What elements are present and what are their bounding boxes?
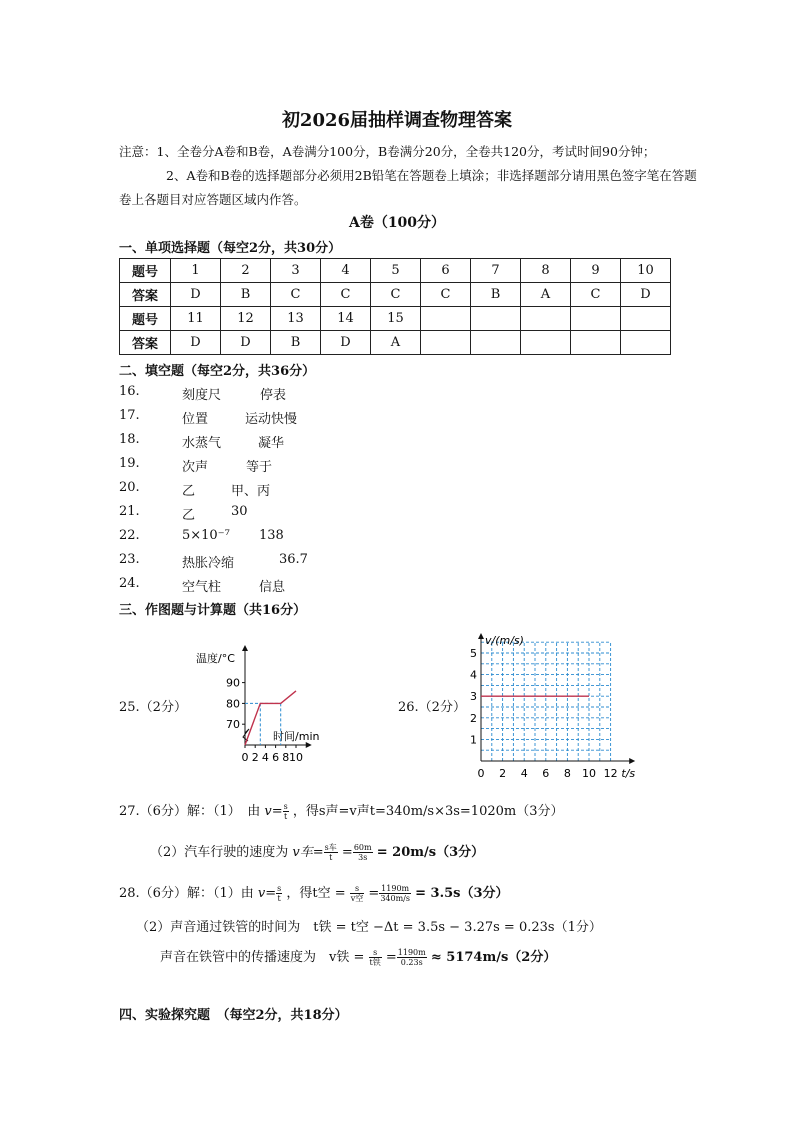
item-number: 24. <box>119 576 140 591</box>
y-tick-label: 4 <box>470 668 477 682</box>
answer-a: 热胀冷缩 <box>182 556 235 571</box>
fraction <box>324 843 338 862</box>
answer-a: 水蒸气 <box>182 436 222 451</box>
numerator: 60m <box>353 843 372 852</box>
table-cell <box>521 331 571 355</box>
table-cell: 12 <box>221 307 271 331</box>
table-cell: B <box>271 331 321 355</box>
row-header-ans: 答案 <box>120 331 171 355</box>
note-line-1: 注意：1、全卷分A卷和B卷，A卷满分100分，B卷满分20分，全卷共120分，考试时间90分钟； <box>119 144 656 159</box>
x-tick-label: 4 <box>520 767 528 780</box>
fraction <box>369 948 382 967</box>
denominator: 3s <box>358 853 368 862</box>
item-number: 18. <box>119 432 140 447</box>
x-tick-label: 10 <box>289 751 303 764</box>
answer-b: 停表 <box>260 388 287 403</box>
numerator: s <box>277 884 282 893</box>
formula-v: v= <box>264 804 283 819</box>
table-cell <box>571 307 621 331</box>
y-tick-label: 90 <box>226 676 240 690</box>
table-row <box>120 259 671 283</box>
fraction <box>350 884 365 903</box>
section-4-title: 四、实验探究题 （每空2分，共18分） <box>119 1008 348 1023</box>
table-cell: C <box>571 283 621 307</box>
answer-b: 信息 <box>259 580 286 595</box>
numerator: 1190m <box>381 884 410 893</box>
table-cell: 2 <box>221 259 271 283</box>
table-cell: 5 <box>371 259 421 283</box>
item-number: 17. <box>119 408 140 423</box>
table-cell: D <box>621 283 671 307</box>
table-cell <box>521 307 571 331</box>
fraction <box>397 948 427 967</box>
q27-text-post: ，得s声=v声t=340m/s×3s=1020m（3分） <box>292 804 564 819</box>
item-number: 20. <box>119 480 140 495</box>
table-cell: D <box>221 331 271 355</box>
answer-a: 位置 <box>182 412 209 427</box>
y-tick-label: 3 <box>470 690 477 704</box>
answer-b: 凝华 <box>258 436 285 451</box>
numerator: s <box>283 802 288 811</box>
x-tick-label: 8 <box>563 767 571 780</box>
table-cell <box>571 331 621 355</box>
table-row <box>120 331 671 355</box>
answer-b: 等于 <box>246 460 273 475</box>
row-header-num: 题号 <box>120 259 171 283</box>
table-cell: C <box>371 283 421 307</box>
table-cell: C <box>271 283 321 307</box>
section-2-title: 二、填空题（每空2分，共36分） <box>119 364 316 379</box>
y-tick-label: 2 <box>470 711 477 725</box>
y-tick-label: 5 <box>470 647 477 660</box>
section-3-title: 三、作图题与计算题（共16分） <box>119 603 307 618</box>
q27-line2-post: = 20m/s（3分） <box>376 845 485 860</box>
answer-a: 乙 <box>182 508 196 523</box>
q28-line1-pre: 28.（6分）解：（1）由 <box>119 886 254 901</box>
x-tick-label: 6 <box>272 751 280 764</box>
answer-b: 甲、丙 <box>231 484 271 499</box>
row-header-num: 题号 <box>120 307 171 331</box>
item-number: 16. <box>119 384 140 399</box>
x-tick-label: 2 <box>251 751 259 764</box>
answer-a: 次声 <box>182 460 209 475</box>
x-tick-label: 8 <box>282 751 290 764</box>
x-tick-label: 12 <box>603 767 618 780</box>
fraction <box>283 802 289 821</box>
denominator: 0.23s <box>400 958 423 967</box>
part-a-title: A卷（100分） <box>348 215 446 231</box>
table-cell: 7 <box>471 259 521 283</box>
table-cell <box>621 331 671 355</box>
row-header-ans: 答案 <box>120 283 171 307</box>
temperature-chart <box>188 642 388 767</box>
table-cell: 3 <box>271 259 321 283</box>
q27-text-pre: 27.（6分）解：（1） 由 <box>119 804 261 819</box>
table-cell: B <box>221 283 271 307</box>
y-tick-label: 80 <box>226 697 240 711</box>
denominator: v空 <box>350 894 364 903</box>
x-tick-label: 2 <box>499 767 507 780</box>
answer-b: 30 <box>231 504 248 519</box>
section-1-title: 一、单项选择题（每空2分，共30分） <box>119 241 342 256</box>
q28-line-1: 28.（6分）解：（1）由 v= $\frac{s}{t}$ ，得t空 = $\frac{s}{\text{v空}}$ = $\frac{1190m}{340m/s}$ = 3.5s（3分） <box>119 884 509 903</box>
answer-a: 刻度尺 <box>182 388 222 403</box>
x-axis-arrow <box>629 758 635 764</box>
item-number: 19. <box>119 456 140 471</box>
table-cell: 11 <box>171 307 221 331</box>
table-cell: 9 <box>571 259 621 283</box>
item-number: 22. <box>119 528 140 543</box>
note-line-2: 2、A卷和B卷的选择题部分必须用2B铅笔在答题卷上填涂；非选择题部分请用黑色签字笔在答题 <box>166 168 697 183</box>
q28-line1-post: = 3.5s（3分） <box>415 886 509 901</box>
table-cell: 10 <box>621 259 671 283</box>
table-cell: D <box>171 331 221 355</box>
q28-line-3: 声音在铁管中的传播速度为 v铁 = $\frac{s}{\text{t铁}}$ = $\frac{1190m}{0.23s}$ ≈ 5174m/s（2分） <box>160 948 557 967</box>
y-axis-label: 温度/°C <box>196 652 235 665</box>
denominator: 340m/s <box>380 894 410 903</box>
table-row <box>120 283 671 307</box>
answer-b: 138 <box>259 528 284 543</box>
numerator: s <box>369 948 382 958</box>
numerator: s <box>350 884 365 894</box>
q27-line2-pre: （2）汽车行驶的速度为 <box>150 845 289 860</box>
answer-b: 36.7 <box>279 552 308 567</box>
table-row <box>120 307 671 331</box>
answer-a: 乙 <box>182 484 196 499</box>
answer-a: 5×10⁻⁷ <box>182 528 230 543</box>
velocity-chart <box>440 630 650 780</box>
table-cell: 6 <box>421 259 471 283</box>
x-axis-label: 时间/min <box>273 730 320 743</box>
q27-line-1 <box>119 800 564 821</box>
table-cell <box>471 331 521 355</box>
table-cell: B <box>471 283 521 307</box>
y-axis-arrow <box>242 645 248 651</box>
formula-v: v= <box>257 886 277 901</box>
table-cell: 4 <box>321 259 371 283</box>
x-tick-label: 0 <box>477 767 485 780</box>
answer-a: 空气柱 <box>182 580 222 595</box>
x-tick-label: 0 <box>241 751 249 764</box>
table-cell: 14 <box>321 307 371 331</box>
note-line-3: 卷上各题目对应答题区域内作答。 <box>119 192 307 207</box>
answer-b: 运动快慢 <box>245 412 298 427</box>
x-tick-label: 6 <box>542 767 550 780</box>
fraction <box>276 884 282 903</box>
y-tick-label: 1 <box>470 733 477 747</box>
q27-line-2: （2）汽车行驶的速度为 v车= $\frac{\text{s车}}{t}$ = $\frac{60m}{3s}$ = 20m/s（3分） <box>150 843 485 862</box>
denominator: t <box>277 894 281 903</box>
table-cell <box>421 331 471 355</box>
denominator: t铁 <box>369 958 381 967</box>
answer-table <box>119 258 671 355</box>
formula-v-che: v车= <box>292 845 324 860</box>
table-cell: A <box>521 283 571 307</box>
table-cell: 13 <box>271 307 321 331</box>
fraction <box>353 843 373 862</box>
numerator: s车 <box>324 843 337 852</box>
x-axis-label: t/s <box>621 767 636 780</box>
table-cell: D <box>321 331 371 355</box>
fraction <box>379 884 411 903</box>
y-axis-label: v/(m/s) <box>485 634 524 647</box>
denominator: t <box>284 812 288 821</box>
item-number: 23. <box>119 552 140 567</box>
table-cell: 15 <box>371 307 421 331</box>
table-cell <box>621 307 671 331</box>
y-tick-label: 70 <box>226 718 240 732</box>
denominator: t <box>329 853 333 862</box>
table-cell: D <box>171 283 221 307</box>
table-cell: A <box>371 331 421 355</box>
table-cell <box>471 307 521 331</box>
x-tick-label: 4 <box>261 751 269 764</box>
page-title: 初2026届抽样调查物理答案 <box>281 110 513 131</box>
y-axis-arrow <box>478 633 484 639</box>
table-cell <box>421 307 471 331</box>
q28-line3-pre: 声音在铁管中的传播速度为 v铁 = <box>160 950 365 965</box>
numerator: 1190m <box>397 948 426 957</box>
q26-label: 26.（2分） <box>398 700 466 715</box>
q28-line-2: （2）声音通过铁管的时间为 t铁 = t空 −Δt = 3.5s − 3.27s = 0.23s（1分） <box>136 920 602 935</box>
item-number: 21. <box>119 504 140 519</box>
table-cell: C <box>421 283 471 307</box>
table-cell: C <box>321 283 371 307</box>
table-cell: 8 <box>521 259 571 283</box>
q28-line3-post: ≈ 5174m/s（2分） <box>430 950 557 965</box>
table-cell: 1 <box>171 259 221 283</box>
q28-line1-mid: ，得t空 = <box>286 886 346 901</box>
q25-label: 25.（2分） <box>119 700 187 715</box>
x-tick-label: 10 <box>582 767 596 780</box>
